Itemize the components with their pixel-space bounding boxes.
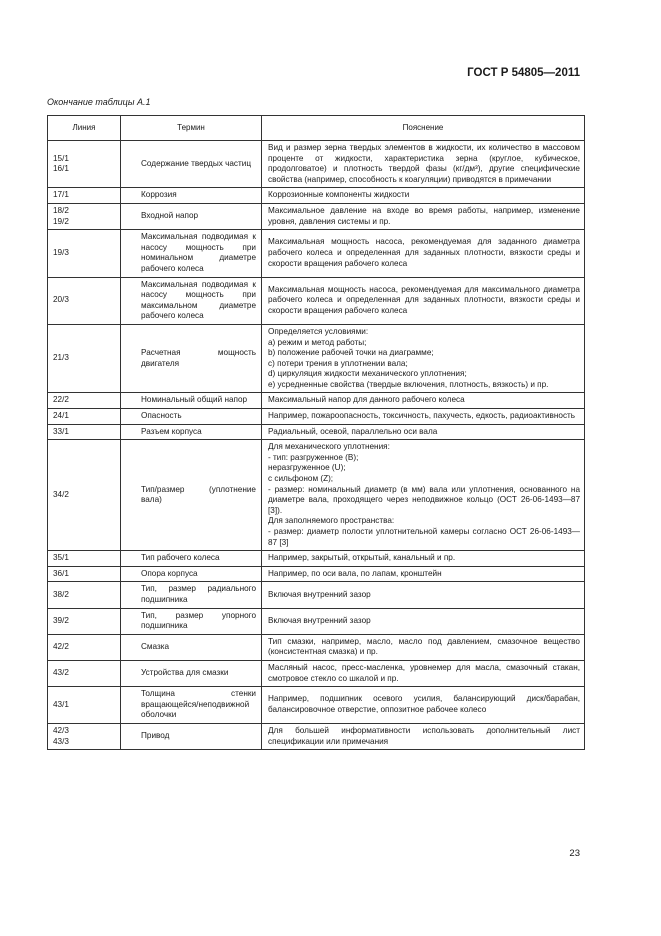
table-header-row bbox=[48, 116, 585, 141]
term-cell: Входной напор bbox=[121, 203, 262, 229]
line-cell: 42/2 bbox=[48, 634, 121, 660]
line-cell: 18/2 19/2 bbox=[48, 203, 121, 229]
explanation-cell: Максимальная мощность насоса, рекомендуемая для максимального диаметра рабочего колеса и определенная для заданных плотности, вязкости среды и скорости вращения рабочего колеса bbox=[262, 277, 585, 324]
table-row bbox=[48, 230, 585, 277]
table-row bbox=[48, 409, 585, 425]
explanation-cell: Для большей информативности использовать дополнительный лист спецификации или примечания bbox=[262, 723, 585, 749]
table-row bbox=[48, 566, 585, 582]
table-row bbox=[48, 582, 585, 608]
explanation-cell: Вид и размер зерна твердых элементов в жидкости, их количество в массовом проценте от жидкости, характеристика зерна (круглое, кубическое, продолговатое) и плотность твердой фазы (кг/дм³), другие специфические свойства (например, способность к коагуляции) приводятся в примечании bbox=[262, 141, 585, 188]
terms-table bbox=[47, 115, 585, 750]
term-cell: Содержание твердых частиц bbox=[121, 141, 262, 188]
line-cell: 20/3 bbox=[48, 277, 121, 324]
column-header-term: Термин bbox=[121, 116, 262, 141]
term-cell: Смазка bbox=[121, 634, 262, 660]
line-cell: 24/1 bbox=[48, 409, 121, 425]
explanation-cell: Включая внутренний зазор bbox=[262, 582, 585, 608]
table-row bbox=[48, 634, 585, 660]
table-caption: Окончание таблицы А.1 bbox=[47, 97, 151, 107]
table-row bbox=[48, 608, 585, 634]
term-cell: Опора корпуса bbox=[121, 566, 262, 582]
term-cell: Номинальный общий напор bbox=[121, 393, 262, 409]
term-cell: Тип/размер (уплотнение вала) bbox=[121, 440, 262, 551]
table-row bbox=[48, 440, 585, 551]
table-row bbox=[48, 660, 585, 686]
line-cell: 36/1 bbox=[48, 566, 121, 582]
line-cell: 39/2 bbox=[48, 608, 121, 634]
explanation-cell: Коррозионные компоненты жидкости bbox=[262, 188, 585, 204]
line-cell: 38/2 bbox=[48, 582, 121, 608]
explanation-cell: Максимальная мощность насоса, рекомендуемая для заданного диаметра рабочего колеса и определенная для заданных плотности, вязкости среды и скорости вращения рабочего колеса bbox=[262, 230, 585, 277]
line-cell: 15/1 16/1 bbox=[48, 141, 121, 188]
explanation-cell: Максимальный напор для данного рабочего колеса bbox=[262, 393, 585, 409]
table-row bbox=[48, 277, 585, 324]
column-header-line: Линия bbox=[48, 116, 121, 141]
term-cell: Коррозия bbox=[121, 188, 262, 204]
table-row bbox=[48, 723, 585, 749]
line-cell: 42/3 43/3 bbox=[48, 723, 121, 749]
explanation-cell: Тип смазки, например, масло, масло под давлением, смазочное вещество (консистентная смазка) и пр. bbox=[262, 634, 585, 660]
document-code: ГОСТ Р 54805—2011 bbox=[467, 67, 580, 79]
term-cell: Максимальная подводимая к насосу мощность при максимальном диаметре рабочего колеса bbox=[121, 277, 262, 324]
line-cell: 43/1 bbox=[48, 687, 121, 724]
term-cell: Устройства для смазки bbox=[121, 660, 262, 686]
explanation-cell: Например, по оси вала, по лапам, кронштейн bbox=[262, 566, 585, 582]
term-cell: Тип, размер радиального подшипника bbox=[121, 582, 262, 608]
explanation-cell: Например, подшипник осевого усилия, балансирующий диск/барабан, балансировочное отверстие, оппозитное рабочее колесо bbox=[262, 687, 585, 724]
explanation-cell: Масляный насос, пресс-масленка, уровнемер для масла, смазочный стакан, смотровое стекло со шкалой и пр. bbox=[262, 660, 585, 686]
line-cell: 35/1 bbox=[48, 551, 121, 567]
line-cell: 22/2 bbox=[48, 393, 121, 409]
explanation-cell: Для механического уплотнения: - тип: разгруженное (B); неразгруженное (U); с сильфоном (Z); - размер: номинальный диаметр (в мм) вала или уплотнения, основанного на диаметре вала, проходящего через неподвижное кольцо (ОСТ 26-06-1493—87 [3]). Для заполняемого пространства: - размер: диаметр полости уплотнительной камеры согласно ОСТ 26-06-1493—87 [3] bbox=[262, 440, 585, 551]
explanation-cell: Например, пожароопасность, токсичность, пахучесть, едкость, радиоактивность bbox=[262, 409, 585, 425]
line-cell: 19/3 bbox=[48, 230, 121, 277]
line-cell: 17/1 bbox=[48, 188, 121, 204]
explanation-cell: Например, закрытый, открытый, канальный и пр. bbox=[262, 551, 585, 567]
term-cell: Максимальная подводимая к насосу мощность при номинальном диаметре рабочего колеса bbox=[121, 230, 262, 277]
term-cell: Разъем корпуса bbox=[121, 424, 262, 440]
explanation-cell: Радиальный, осевой, параллельно оси вала bbox=[262, 424, 585, 440]
table-row bbox=[48, 203, 585, 229]
table-body bbox=[48, 141, 585, 750]
term-cell: Тип рабочего колеса bbox=[121, 551, 262, 567]
explanation-cell: Максимальное давление на входе во время работы, например, изменение уровня, давления системы и пр. bbox=[262, 203, 585, 229]
term-cell: Расчетная мощность двигателя bbox=[121, 324, 262, 393]
term-cell: Опасность bbox=[121, 409, 262, 425]
term-cell: Привод bbox=[121, 723, 262, 749]
page-number: 23 bbox=[569, 848, 580, 859]
table-row bbox=[48, 188, 585, 204]
line-cell: 33/1 bbox=[48, 424, 121, 440]
table-row bbox=[48, 551, 585, 567]
table-row bbox=[48, 424, 585, 440]
line-cell: 21/3 bbox=[48, 324, 121, 393]
line-cell: 43/2 bbox=[48, 660, 121, 686]
explanation-cell: Определяется условиями: а) режим и метод работы; b) положение рабочей точки на диаграмме; c) потери трения в уплотнении вала; d) циркуляция жидкости механического уплотнения; e) усредненные свойства (твердые включения, плотность, вязкость) и пр. bbox=[262, 324, 585, 393]
term-cell: Толщина стенки вращающейся/неподвижной оболочки bbox=[121, 687, 262, 724]
table-row bbox=[48, 687, 585, 724]
table-row bbox=[48, 324, 585, 393]
explanation-cell: Включая внутренний зазор bbox=[262, 608, 585, 634]
column-header-explanation: Пояснение bbox=[262, 116, 585, 141]
term-cell: Тип, размер упорного подшипника bbox=[121, 608, 262, 634]
table-row bbox=[48, 393, 585, 409]
line-cell: 34/2 bbox=[48, 440, 121, 551]
table-row bbox=[48, 141, 585, 188]
